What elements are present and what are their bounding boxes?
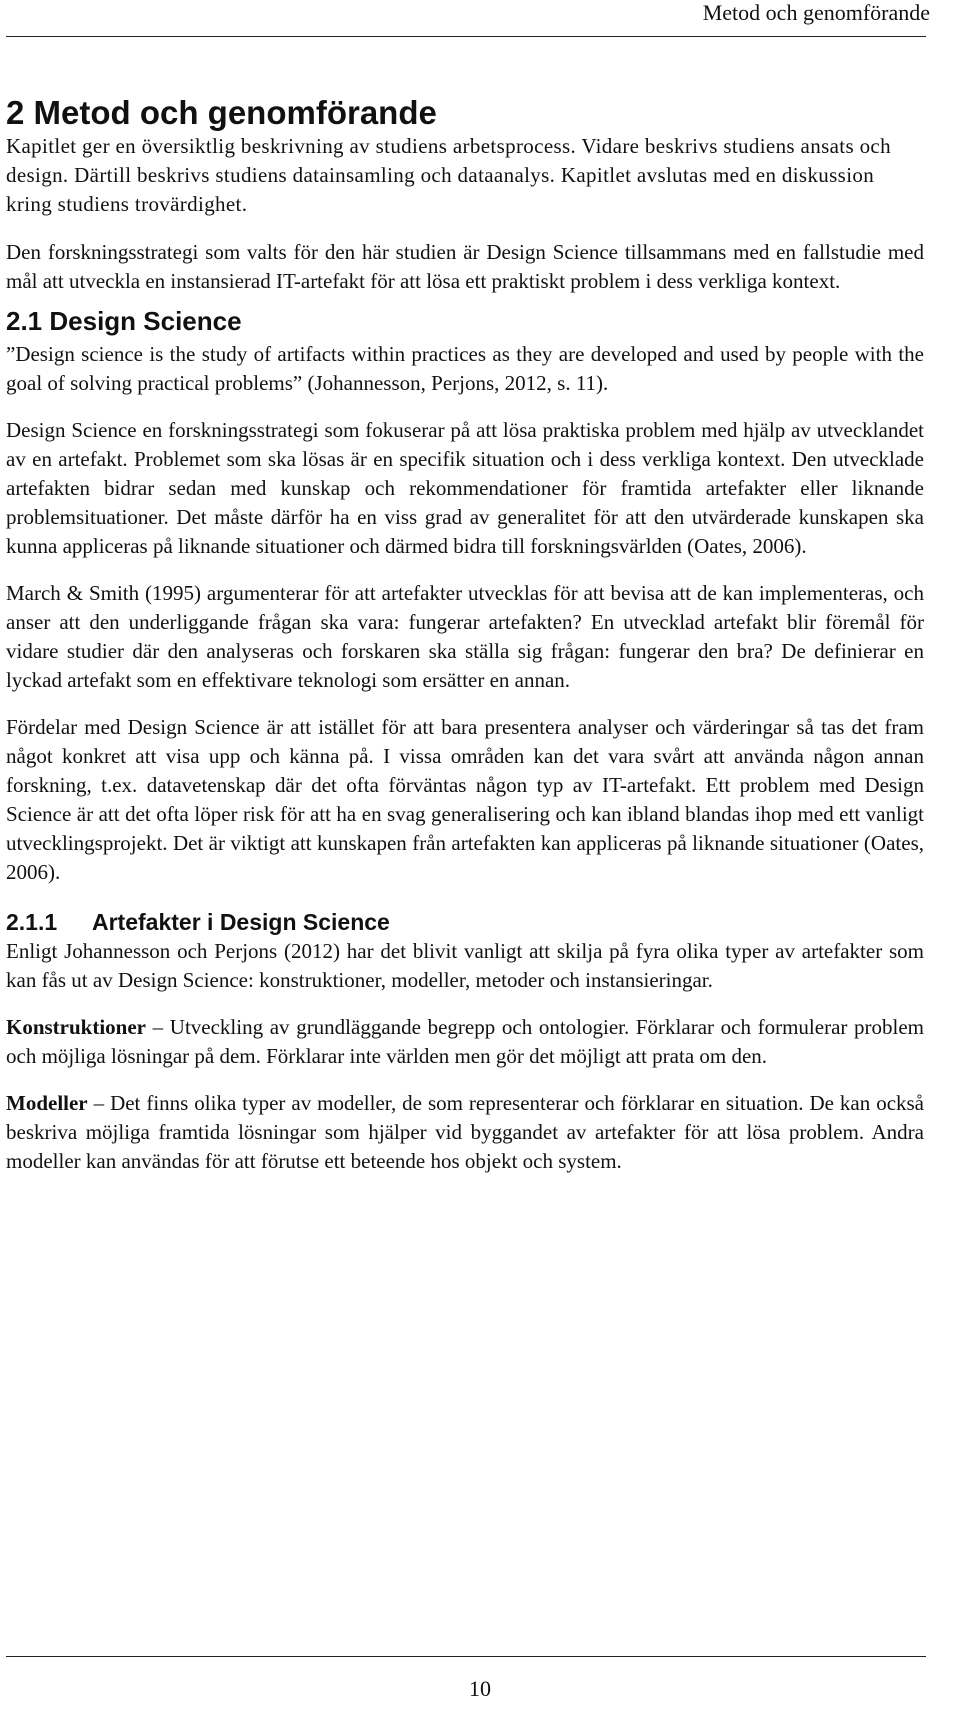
subsection-number: 2.1.1: [6, 909, 58, 935]
design-science-paragraph-3: Fördelar med Design Science är att istället för att bara presentera analyser och värderingar så tas det fram något konkret att visa upp och känna på. I vissa områden kan det vara svårt att använda någon annan forskning, t.ex. datavetenskap där det ofta förväntas någon typ av IT-artefakt. Ett problem med Design Science är att det ofta löper risk för att ha en svag generalisering och kan ibland blandas ihop med ett vanligt utvecklingsprojekt. Det är viktigt att kunskapen från artefakten kan appliceras på liknande situationer (Oates, 2006).: [6, 715, 924, 884]
modeller-text: – Det finns olika typer av modeller, de som representerar och förklarar en situation. De kan också beskriva möjliga framtida lösningar som hjälper vid byggandet av artefakter för att lösa problem. Andra modeller kan användas för att förutse ett beteende hos objekt och system.: [6, 1091, 925, 1173]
running-header: Metod och genomförande: [702, 0, 930, 25]
design-science-paragraph-1: Design Science en forskningsstrategi som fokuserar på att lösa praktiska problem med hjälp av utvecklandet av en artefakt. Problemet som ska lösas är en specifik situation och i dess verkliga kontext. Den utvecklade artefakten bidrar sedan med kunskap och rekommendationer för framtida artefakter eller liknande problemsituationer. Det måste därför ha en viss grad av generalitet för att den utvärderade kunskapen ska kunna appliceras på liknande situationer och därmed bidra till forskningsvärlden (Oates, 2006).: [6, 418, 924, 558]
chapter-intro: Kapitlet ger en översiktlig beskrivning av studiens arbetsprocess. Vidare beskrivs studiens ansats och design. Därtill beskrivs studiens datainsamling och dataanalys. Kapitlet avslutas med en diskussion kring studiens trovärdighet.: [6, 134, 891, 216]
artefakter-intro: Enligt Johannesson och Perjons (2012) har det blivit vanligt att skilja på fyra olika typer av artefakter som kan fås ut av Design Science: konstruktioner, modeller, metoder och instansieringar.: [6, 939, 924, 992]
section-heading-design-science: 2.1 Design Science: [6, 306, 242, 336]
page-content: [6, 94, 924, 1176]
strategy-paragraph: Den forskningsstrategi som valts för den här studien är Design Science tillsammans med en fallstudie med mål att utveckla en instansierad IT-artefakt för att lösa ett praktiskt problem i dess verkliga kontext.: [6, 240, 924, 293]
design-science-paragraph-2: March & Smith (1995) argumenterar för att artefakter utvecklas för att bevisa att de kan implementeras, och anser att den underliggande frågan ska vara: fungerar artefakten? En utvecklad artefakt blir föremål för vidare studier där den analyseras och forskaren ska ställa sig frågan: fungerar den bra? De definierar en lyckad artefakt som en effektivare teknologi som ersätter en annan.: [6, 581, 924, 692]
subsection-title: Artefakter i Design Science: [92, 909, 390, 935]
header-rule: [6, 36, 926, 37]
subsection-heading-artefakter: [6, 907, 924, 937]
modeller-term: Modeller: [6, 1091, 88, 1115]
konstruktioner-term: Konstruktioner: [6, 1015, 147, 1039]
chapter-heading: 2 Metod och genomförande: [6, 94, 437, 131]
quote-paragraph: ”Design science is the study of artifacts within practices as they are developed and used by people with the goal of solving practical problems” (Johannesson, Perjons, 2012, s. 11).: [6, 342, 924, 395]
footer-rule: [6, 1656, 926, 1657]
konstruktioner-text: – Utveckling av grundläggande begrepp och ontologier. Förklarar och formulerar problem och möjliga lösningar på dem. Förklarar inte världen men gör det möjligt att prata om den.: [6, 1015, 924, 1068]
konstruktioner-paragraph: [6, 1013, 924, 1071]
modeller-paragraph: [6, 1089, 924, 1176]
page-number: 10: [469, 1676, 491, 1701]
